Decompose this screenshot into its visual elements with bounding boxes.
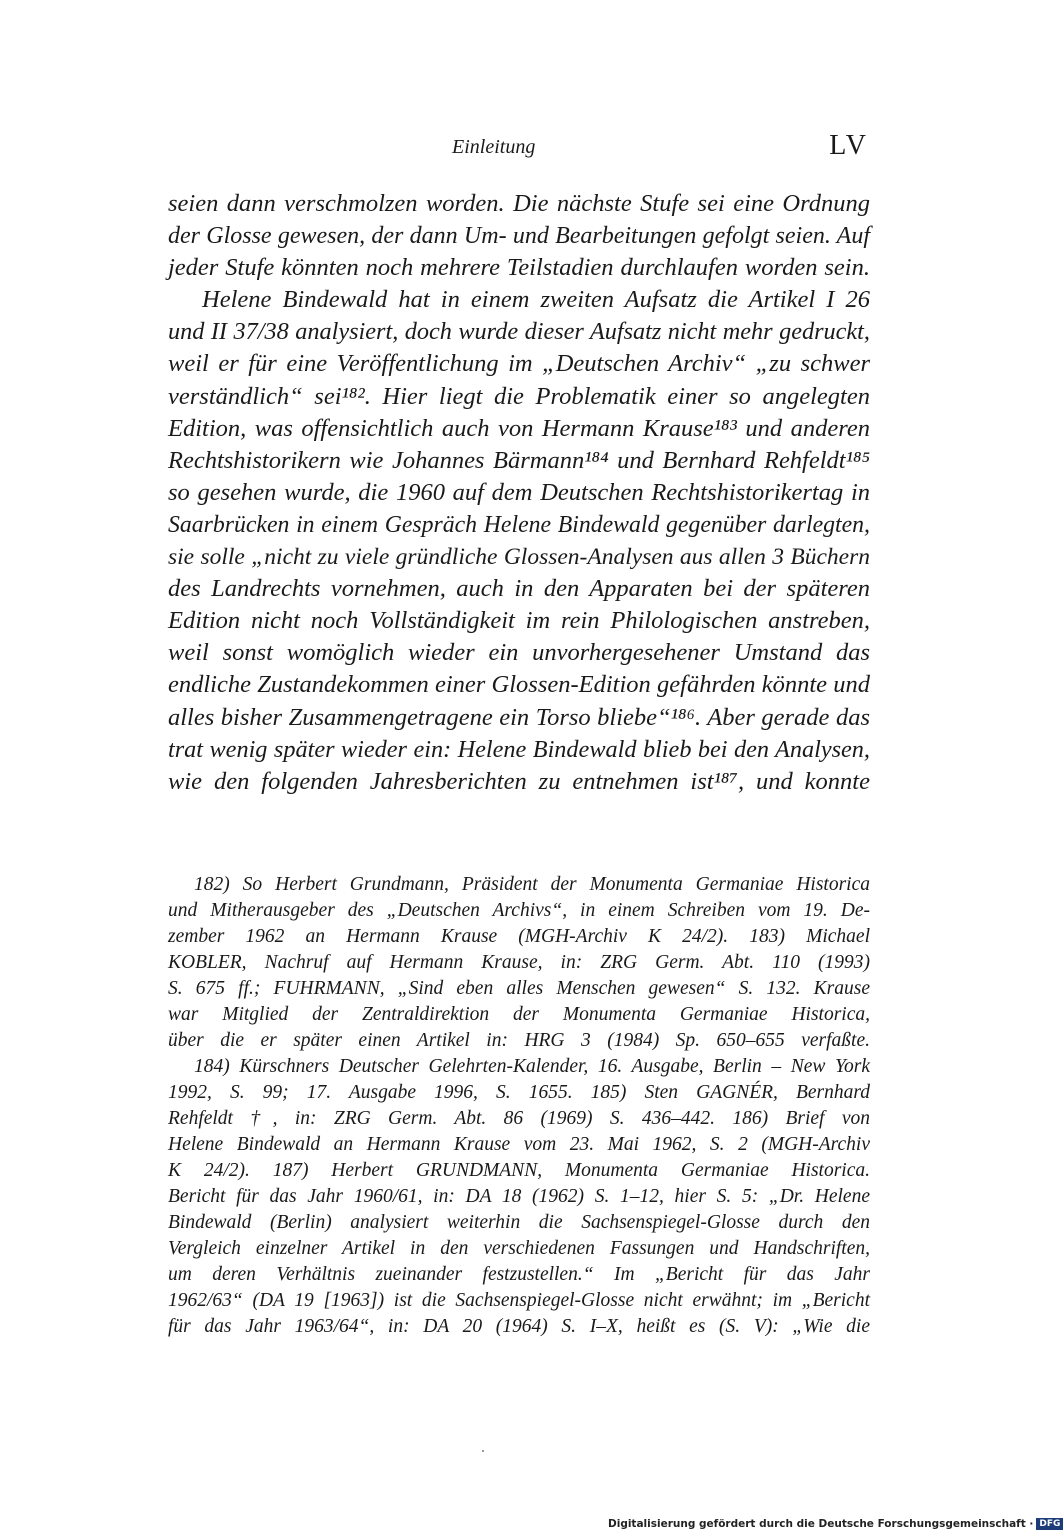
footnote-line: und Mitherausgeber des „Deutschen Archivs“, in einem Schreiben vom 19. De- <box>168 900 870 921</box>
body-line: jeder Stufe könnten noch mehrere Teilstadien durchlaufen worden sein. <box>168 254 870 282</box>
body-line: wie den folgenden Jahresberichten zu entnehmen ist¹⁸⁷, und konnte <box>168 767 870 795</box>
body-line: sie solle „nicht zu viele gründliche Glossen-Analysen aus allen 3 Büchern <box>168 544 870 571</box>
footnote-line: Rehfeldt †, in: ZRG Germ. Abt. 86 (1969) S. 436–442. 186) Brief von <box>168 1108 870 1129</box>
body-line: seien dann verschmolzen worden. Die nächste Stufe sei eine Ordnung <box>168 190 870 217</box>
footnote-line: K 24/2). 187) Herbert GRUNDMANN, Monumenta Germaniae Historica. <box>168 1160 870 1181</box>
digitization-credit <box>608 1518 1063 1530</box>
footnote-line: Vergleich einzelner Artikel in den verschiedenen Fassungen und Handschriften, <box>168 1238 870 1259</box>
body-line: und II 37/38 analysiert, doch wurde dieser Aufsatz nicht mehr gedruckt, <box>168 318 870 346</box>
footnote-line: KOBLER, Nachruf auf Hermann Krause, in: ZRG Germ. Abt. 110 (1993) <box>168 952 870 973</box>
body-line: der Glosse gewesen, der dann Um- und Bearbeitungen gefolgt seien. Auf <box>168 223 870 250</box>
body-line: Edition, was offensichtlich auch von Hermann Krause¹⁸³ und anderen <box>168 414 870 442</box>
body-line: alles bisher Zusammengetragene ein Torso bliebe“¹⁸⁶. Aber gerade das <box>168 703 870 731</box>
scan-artifact <box>482 1450 484 1452</box>
running-header <box>168 132 868 172</box>
main-text <box>168 188 870 798</box>
footnotes <box>168 872 870 1340</box>
body-line: Rechtshistorikern wie Johannes Bärmann¹⁸⁴ und Bernhard Rehfeldt¹⁸⁵ <box>168 446 870 474</box>
page-number: LV <box>829 130 868 161</box>
body-line: Helene Bindewald hat in einem zweiten Aufsatz die Artikel I 26 <box>202 286 870 314</box>
footnote-line: zember 1962 an Hermann Krause (MGH-Archiv K 24/2). 183) Michael <box>168 926 870 947</box>
footnote-line: war Mitglied der Zentraldirektion der Monumenta Germaniae Historica, <box>168 1004 870 1025</box>
footnote-line: Bindewald (Berlin) analysiert weiterhin die Sachsenspiegel-Glosse durch den <box>168 1212 870 1233</box>
footnote-line: für das Jahr 1963/64“, in: DA 20 (1964) S. I–X, heißt es (S. V): „Wie die <box>168 1316 870 1337</box>
digitization-credit-text: Digitalisierung gefördert durch die Deutsche Forschungsgemeinschaft · <box>608 1518 1034 1530</box>
dfg-logo: DFG <box>1036 1518 1063 1530</box>
body-line: Saarbrücken in einem Gespräch Helene Bindewald gegenüber darlegten, <box>168 511 870 538</box>
footnote-line: S. 675 ff.; FUHRMANN, „Sind eben alles Menschen gewesen“ S. 132. Krause <box>168 978 870 999</box>
body-line: Edition nicht noch Vollständigkeit im rein Philologischen anstreben, <box>168 607 870 635</box>
running-title: Einleitung <box>452 136 536 158</box>
footnote-line: über die er später einen Artikel in: HRG 3 (1984) Sp. 650–655 verfaßte. <box>168 1030 870 1051</box>
body-line: so gesehen wurde, die 1960 auf dem Deutschen Rechtshistorikertag in <box>168 478 870 506</box>
footnote-line: Bericht für das Jahr 1960/61, in: DA 18 (1962) S. 1–12, hier S. 5: „Dr. Helene <box>168 1186 870 1207</box>
footnote-line: Helene Bindewald an Hermann Krause vom 23. Mai 1962, S. 2 (MGH-Archiv <box>168 1134 870 1155</box>
body-line: weil er für eine Veröffentlichung im „Deutschen Archiv“ „zu schwer <box>168 350 870 378</box>
body-line: weil sonst womöglich wieder ein unvorhergesehener Umstand das <box>168 639 870 667</box>
body-line: des Landrechts vornehmen, auch in den Apparaten bei der späteren <box>168 575 870 603</box>
body-line: endliche Zustandekommen einer Glossen-Edition gefährden könnte und <box>168 671 870 699</box>
body-line: verständlich“ sei¹⁸². Hier liegt die Problematik einer so angelegten <box>168 382 870 410</box>
body-line: trat wenig später wieder ein: Helene Bindewald blieb bei den Analysen, <box>168 735 870 763</box>
footnote-line: um deren Verhältnis zueinander festzustellen.“ Im „Bericht für das Jahr <box>168 1264 870 1285</box>
footnote-line: 1962/63“ (DA 19 [1963]) ist die Sachsenspiegel-Glosse nicht erwähnt; im „Bericht <box>168 1290 870 1311</box>
footnote-line: 182) So Herbert Grundmann, Präsident der Monumenta Germaniae Historica <box>194 874 870 895</box>
footnote-line: 1992, S. 99; 17. Ausgabe 1996, S. 1655. 185) Sten GAGNÉR, Bernhard <box>168 1082 870 1103</box>
footnote-line: 184) Kürschners Deutscher Gelehrten-Kalender, 16. Ausgabe, Berlin – New York <box>194 1056 870 1077</box>
